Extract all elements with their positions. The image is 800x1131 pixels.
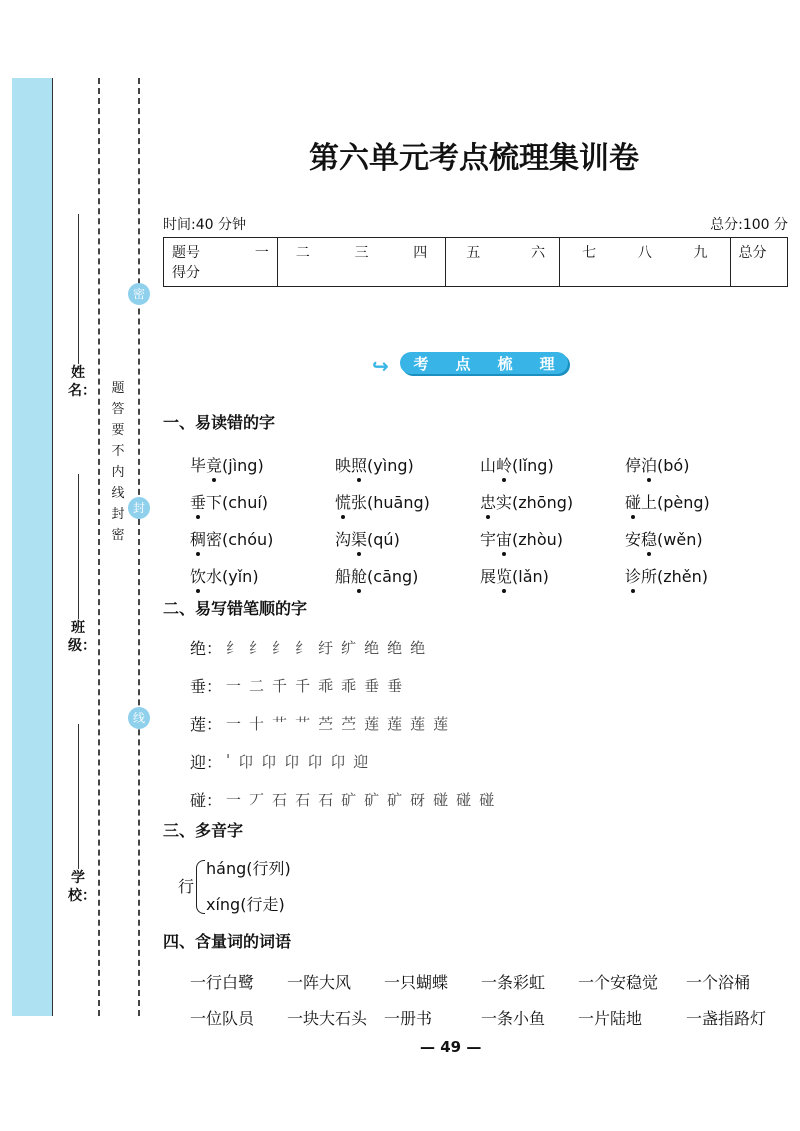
stroke-row: 莲： 一 十 艹 艹 苎 苎 莲 莲 莲 莲 (190, 714, 449, 734)
time-label: 时间:40 分钟 (163, 217, 246, 233)
pinyin-row (190, 483, 790, 520)
banner-pill: 考 点 梳 理 (400, 352, 568, 374)
measure-word: 一个安稳觉 (578, 972, 659, 992)
pinyin-word: 映照(yìng) (335, 456, 414, 475)
pinyin-word: 碰上(pèng) (625, 493, 710, 512)
score-table-cell-2[interactable]: 二 三 四 (277, 238, 445, 287)
polyphone-char: 行 (178, 877, 195, 896)
measure-word: 一条彩虹 (481, 972, 546, 992)
section-heading-3: 三、多音字 (163, 821, 244, 840)
measure-word: 一盏指路灯 (686, 1008, 767, 1028)
pinyin-row (190, 520, 790, 557)
measure-word: 一册书 (384, 1008, 433, 1028)
measure-word: 一条小鱼 (481, 1008, 546, 1028)
score-label: 得分 (172, 265, 200, 281)
measure-word: 一只蝴蝶 (384, 972, 449, 992)
binding-border-line (52, 78, 53, 1016)
stroke-sequence: 一 丆 石 石 石 矿 矿 矿 砑 碰 碰 碰 (226, 790, 495, 809)
class-blank-line (78, 474, 79, 619)
measure-word: 一个浴桶 (686, 972, 751, 992)
pinyin-word: 宇宙(zhòu) (480, 530, 563, 549)
banner-arrow-icon: ↪ (372, 354, 389, 378)
class-label: 班级： (68, 620, 96, 654)
stroke-sequence: ' 卬 卬 卬 卬 卬 迎 (226, 750, 369, 771)
brace-icon (196, 860, 205, 914)
score-table-cell-1: 题号 一 得分 (164, 238, 278, 287)
pinyin-word: 稠密(chóu) (190, 530, 274, 549)
measure-word: 一片陆地 (578, 1008, 643, 1028)
dashed-cut-line-inner (138, 78, 140, 1016)
pinyin-word: 毕竟(jìng) (190, 456, 264, 475)
stroke-sequence: 一 十 艹 艹 苎 苎 莲 莲 莲 莲 (226, 714, 449, 733)
school-field[interactable] (68, 720, 96, 905)
stroke-row: 碰： 一 丆 石 石 石 矿 矿 矿 砑 碰 碰 碰 (190, 790, 495, 810)
measure-word: 一位队员 (190, 1008, 255, 1028)
pinyin-word: 安稳(wěn) (625, 530, 703, 549)
seal-notice: 题 答 要 不 内 线 封 密 (111, 381, 125, 543)
name-label: 姓名： (68, 365, 96, 399)
pinyin-word: 垂下(chuí) (190, 493, 269, 512)
stroke-row: 绝： 纟 纟 纟 纟 纡 纩 绝 绝 绝 (190, 638, 426, 658)
measure-word-row (190, 963, 790, 999)
section-heading-2: 二、易写错笔顺的字 (163, 599, 308, 618)
total-score-label: 总分:100 分 (710, 217, 788, 233)
pinyin-row (190, 557, 790, 594)
polyphone-reading-2: xíng(行走) (206, 895, 285, 914)
score-table-cell-4[interactable]: 七 八 九 (560, 238, 730, 287)
page-title: 第六单元考点梳理集训卷 (309, 141, 639, 176)
section-heading-4: 四、含量词的词语 (163, 932, 292, 951)
name-blank-line (78, 214, 79, 364)
pinyin-word: 诊所(zhěn) (625, 567, 709, 586)
pinyin-word: 饮水(yǐn) (190, 567, 259, 586)
dashed-cut-line-outer (98, 78, 100, 1016)
section-banner (372, 350, 578, 380)
measure-word: 一行白鹭 (190, 972, 255, 992)
pinyin-word: 停泊(bó) (625, 456, 690, 475)
measure-word: 一块大石头 (287, 1008, 368, 1028)
page-number: — 49 — (420, 1038, 482, 1056)
stroke-row: 垂： 一 二 千 千 乖 乖 垂 垂 (190, 676, 403, 696)
measure-word-row (190, 999, 790, 1035)
stroke-order-list (190, 628, 494, 818)
school-blank-line (78, 724, 79, 869)
name-field[interactable] (68, 210, 96, 400)
pinyin-word: 船舱(cāng) (335, 567, 419, 586)
seal-circle-mi: 密 (128, 283, 150, 305)
stroke-row: 迎： ' 卬 卬 卬 卬 卬 迎 (190, 750, 369, 772)
school-label: 学校： (68, 870, 96, 904)
class-field[interactable] (68, 470, 96, 655)
pinyin-word: 山岭(lǐng) (480, 456, 554, 475)
pinyin-word: 展览(lǎn) (480, 567, 549, 586)
score-table (163, 237, 788, 287)
measure-word-list (190, 963, 790, 1035)
binding-strip (12, 78, 52, 1016)
score-table-total-cell[interactable]: 总分 (730, 238, 787, 287)
stroke-sequence: 一 二 千 千 乖 乖 垂 垂 (226, 676, 403, 695)
stroke-sequence: 纟 纟 纟 纟 纡 纩 绝 绝 绝 (226, 638, 426, 657)
section-heading-1: 一、易读错的字 (163, 413, 276, 432)
polyphone-reading-1: háng(行列) (206, 859, 291, 878)
seal-circle-xian: 线 (128, 707, 150, 729)
pinyin-word-grid (190, 446, 790, 594)
seal-circle-feng: 封 (128, 497, 150, 519)
measure-word: 一阵大风 (287, 972, 352, 992)
pinyin-word: 沟渠(qú) (335, 530, 400, 549)
pinyin-row (190, 446, 790, 483)
pinyin-word: 慌张(huāng) (335, 493, 430, 512)
score-table-cell-3[interactable]: 五 六 (446, 238, 560, 287)
pinyin-word: 忠实(zhōng) (480, 493, 574, 512)
